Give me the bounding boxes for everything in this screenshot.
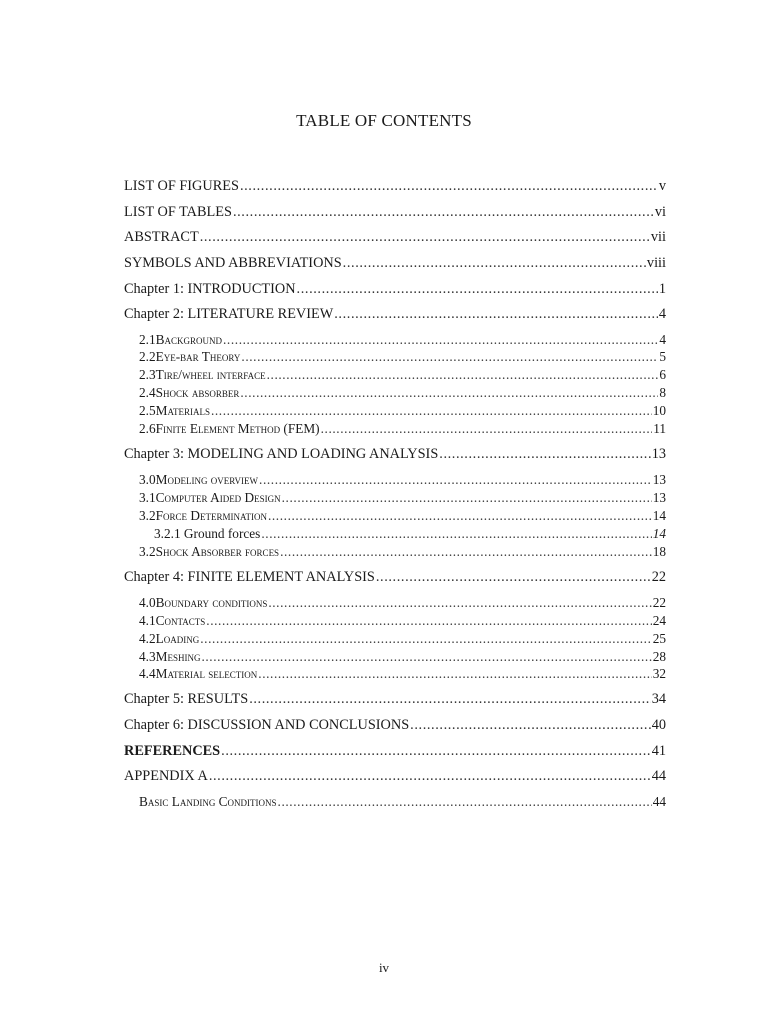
toc-label: Chapter 2: LITERATURE REVIEW [124, 306, 334, 322]
toc-label: Eye-bar Theory [155, 349, 241, 364]
toc-label: Basic Landing Conditions [139, 794, 277, 809]
toc-page-number: 4 [659, 332, 666, 347]
dot-leader [233, 204, 654, 221]
toc-label: Meshing [155, 649, 201, 664]
dot-leader [410, 717, 651, 734]
toc-page-number: 14 [652, 508, 666, 523]
toc-page-number: 18 [652, 544, 666, 559]
dot-leader [206, 613, 651, 629]
dot-leader [258, 666, 651, 682]
toc-page-number: 13 [652, 490, 666, 505]
dot-leader [268, 595, 651, 611]
toc-page-number: 11 [653, 421, 666, 436]
dot-leader [261, 526, 651, 542]
toc-entry-appendix-a[interactable] [124, 768, 666, 785]
section-number: 2.4 [139, 385, 156, 400]
dot-leader [200, 229, 650, 246]
toc-entry-4-0[interactable] [139, 595, 666, 611]
dot-leader [297, 281, 658, 298]
toc-entry-basic-landing-conditions[interactable] [139, 794, 666, 810]
toc-page-number: 41 [651, 743, 666, 759]
dot-leader [334, 306, 658, 323]
section-number: 3.1 [139, 490, 156, 505]
page-title: TABLE OF CONTENTS [296, 111, 472, 130]
dot-leader [439, 446, 650, 463]
toc-entry-abstract[interactable] [124, 229, 666, 246]
section-number: 4.0 [139, 595, 156, 610]
toc-page-number: vi [654, 204, 666, 220]
toc-page-number: 14 [652, 526, 666, 541]
toc-entry-3-2-1[interactable] [154, 526, 666, 542]
toc-entry-chapter-3[interactable] [124, 446, 666, 463]
toc-label: Chapter 5: RESULTS [124, 691, 249, 707]
toc-entry-chapter-6[interactable] [124, 717, 666, 734]
toc-label: Chapter 6: DISCUSSION AND CONCLUSIONS [124, 717, 410, 733]
section-number: 2.1 [139, 332, 156, 347]
dot-leader [280, 544, 652, 560]
toc-page-number: 44 [651, 768, 666, 784]
section-number: 3.2 [139, 508, 156, 523]
toc-page-number: viii [646, 255, 666, 271]
toc-label: Material selection [155, 666, 258, 681]
section-number: 4.4 [139, 666, 156, 681]
toc-label: Shock Absorber forces [155, 544, 280, 559]
toc-page-number: 40 [651, 717, 666, 733]
toc-label: LIST OF TABLES [124, 204, 232, 220]
toc-label: Background [155, 332, 222, 347]
toc-label: REFERENCES [124, 743, 221, 759]
toc-page-number: 32 [652, 666, 666, 681]
toc-label: Modeling overview [155, 472, 259, 487]
toc-page-number: 13 [652, 472, 666, 487]
toc-entry-chapter-5[interactable] [124, 691, 666, 708]
toc-label: Materials [155, 403, 210, 418]
toc-entry-4-3[interactable] [139, 649, 666, 665]
dot-leader [223, 332, 658, 348]
toc-entry-2-6[interactable] [139, 421, 666, 437]
dot-leader [249, 691, 651, 708]
toc-label: Chapter 4: FINITE ELEMENT ANALYSIS [124, 569, 375, 585]
toc-page-number: vii [650, 229, 666, 245]
toc-entry-2-2[interactable] [139, 349, 666, 365]
dot-leader [211, 403, 652, 419]
section-number: 2.2 [139, 349, 156, 364]
toc-entry-4-1[interactable] [139, 613, 666, 629]
section-number: 2.5 [139, 403, 156, 418]
toc-page-number: 28 [652, 649, 666, 664]
toc-entry-chapter-1[interactable] [124, 281, 666, 298]
toc-label: Force Determination [155, 508, 267, 523]
toc-page-number: 22 [652, 595, 666, 610]
toc-label: Computer Aided Design [155, 490, 281, 505]
dot-leader [221, 743, 651, 760]
dot-leader [282, 490, 652, 506]
dot-leader [321, 421, 653, 437]
toc-page-number: 34 [651, 691, 666, 707]
section-number: 2.6 [139, 421, 156, 436]
dot-leader [209, 768, 651, 785]
toc-page-number: 8 [659, 385, 666, 400]
section-number: 4.3 [139, 649, 156, 664]
toc-label: APPENDIX A [124, 768, 208, 784]
section-number: 4.2 [139, 631, 156, 646]
toc-entry-3-2-shock[interactable] [139, 544, 666, 560]
toc-page-number: 4 [658, 306, 666, 322]
dot-leader [267, 367, 659, 383]
toc-page-number: 1 [658, 281, 666, 297]
toc-entry-4-4[interactable] [139, 666, 666, 682]
toc-label: Finite Element Method (FEM) [155, 421, 320, 436]
dot-leader [241, 349, 658, 365]
dot-leader [278, 794, 652, 810]
toc-label: Chapter 3: MODELING AND LOADING ANALYSIS [124, 446, 439, 462]
section-number: 3.0 [139, 472, 156, 487]
toc-page-number: 5 [659, 349, 666, 364]
dot-leader [268, 508, 652, 524]
toc-label: ABSTRACT [124, 229, 199, 245]
toc-entry-symbols-abbreviations[interactable] [124, 255, 666, 272]
page-number-footer: iv [378, 960, 390, 975]
toc-entry-3-0[interactable] [139, 472, 666, 488]
toc-page-number: 22 [651, 569, 666, 585]
toc-entry-2-4[interactable] [139, 385, 666, 401]
toc-entry-references[interactable] [124, 743, 666, 760]
toc-page-number: 25 [652, 631, 666, 646]
toc-entry-2-3[interactable] [139, 367, 666, 383]
toc-label: 3.2.1 Ground forces [154, 526, 261, 541]
dot-leader [343, 255, 646, 272]
dot-leader [240, 385, 658, 401]
toc-label: Shock absorber [155, 385, 240, 400]
toc-page-number: 24 [652, 613, 666, 628]
section-number: 4.1 [139, 613, 156, 628]
toc-label: LIST OF FIGURES [124, 178, 239, 194]
toc-entry-list-of-figures[interactable] [124, 178, 666, 195]
toc-page-number: 6 [659, 367, 666, 382]
toc-entry-chapter-4[interactable] [124, 569, 666, 586]
toc-entry-2-5[interactable] [139, 403, 666, 419]
dot-leader [200, 631, 651, 647]
toc-label: Boundary conditions [155, 595, 268, 610]
toc-label: Tire/wheel interface [155, 367, 266, 382]
toc-page-number: 13 [651, 446, 666, 462]
toc-entry-2-1[interactable] [139, 332, 666, 348]
dot-leader [259, 472, 652, 488]
section-number: 2.3 [139, 367, 156, 382]
toc-label: SYMBOLS AND ABBREVIATIONS [124, 255, 342, 271]
dot-leader [376, 569, 651, 586]
toc-label: Loading [155, 631, 200, 646]
toc-entry-list-of-tables[interactable] [124, 204, 666, 221]
toc-entry-chapter-2[interactable] [124, 306, 666, 323]
dot-leader [240, 178, 658, 195]
toc-page-number: 10 [652, 403, 666, 418]
toc-label: Contacts [155, 613, 206, 628]
toc-entry-4-2[interactable] [139, 631, 666, 647]
section-number: 3.2 [139, 544, 156, 559]
dot-leader [201, 649, 651, 665]
toc-page-number: 44 [652, 794, 666, 809]
toc-page-number: v [658, 178, 666, 194]
toc-entry-3-1[interactable] [139, 490, 666, 506]
toc-entry-3-2[interactable] [139, 508, 666, 524]
toc-label: Chapter 1: INTRODUCTION [124, 281, 296, 297]
